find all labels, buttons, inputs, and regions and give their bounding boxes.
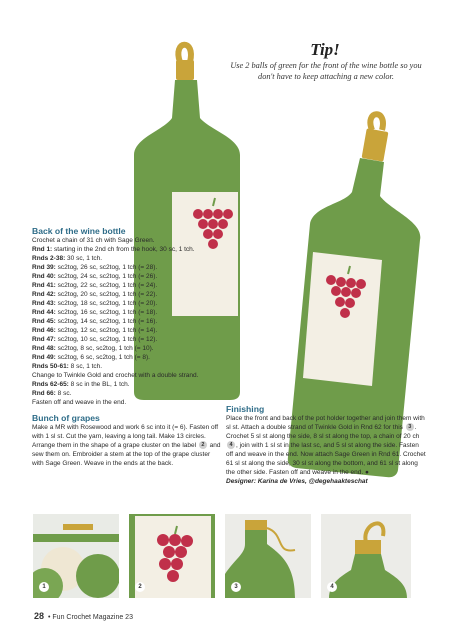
designer-credit: Designer: Karina de Vries, @degehaakteschat <box>226 478 368 485</box>
round-list <box>32 245 222 371</box>
photo-number: 3 <box>231 582 241 592</box>
round-row: Rnd 40: sc2tog, 24 sc, sc2tog, 1 tch (= 26). <box>32 273 158 280</box>
section-heading-finishing: Finishing <box>226 404 265 414</box>
bottle-cap-2 <box>362 128 389 161</box>
round-row: Rnd 43: sc2tog, 18 sc, sc2tog, 1 tch (= 20). <box>32 300 158 307</box>
back-intro: Crochet a chain of 31 ch with Sage Green. <box>32 237 155 244</box>
magazine-name: • Fun Crochet Magazine 23 <box>48 614 133 621</box>
round-row: Rnd 49: sc2tog, 6 sc, sc2tog, 1 tch (= 8). <box>32 354 150 361</box>
step-badge: 3 <box>406 423 414 431</box>
bottle-cap <box>176 60 194 80</box>
round-row: Rnds 62-65: 8 sc in the BL, 1 tch. <box>32 381 130 388</box>
bottle-label-2 <box>303 252 382 386</box>
fasten-note: Fasten off and weave in the end. <box>32 399 127 406</box>
round-row: Rnd 46: sc2tog, 12 sc, sc2tog, 1 tch (= 14). <box>32 327 158 334</box>
photo-number: 2 <box>135 582 145 592</box>
round-row: Rnds 2-38: 30 sc, 1 tch. <box>32 255 103 262</box>
step-photo-3 <box>225 514 311 598</box>
step-photo-2 <box>129 514 215 598</box>
pattern-back-section <box>32 227 222 468</box>
round-row: Rnd 45: sc2tog, 14 sc, sc2tog, 1 tch (= 16). <box>32 318 158 325</box>
step-photo-1 <box>33 514 119 598</box>
finishing-text: Place the front and back of the pot holder together and join them with sl st. Attach a double strand of Twinkle Gold in Rnd 62 for this 3 . Crochet 5 sl st along the side, 8 sl st along the top, a chain of 20 ch 4 , join with 1 sl st in the last sc, and 5 sl st along the side. Fasten off and weave in the end. Now attach Sage Green in Rnd 61. Crochet 61 sl st along the side, 30 sl st along the bottom, and 61 sl st along the other side. Fasten off and weave in the end. ● <box>226 415 426 476</box>
page-number: 28 <box>34 611 45 621</box>
step-badge: 4 <box>227 441 235 449</box>
round-row: Rnd 1: starting in the 2nd ch from the hook, 30 sc, 1 tch. <box>32 246 195 253</box>
step-photo-4 <box>321 514 411 598</box>
round-row: Rnd 39: sc2tog, 26 sc, sc2tog, 1 tch (= 28). <box>32 264 158 271</box>
round-row: Rnd 48: sc2tog, 8 sc, sc2tog, 1 tch (= 10). <box>32 345 154 352</box>
hanging-loop <box>178 45 191 62</box>
photo-number: 4 <box>327 582 337 592</box>
section-heading-back: Back of the wine bottle <box>32 226 126 236</box>
step-badge: 2 <box>199 441 207 449</box>
round-row: Rnds 50-61: 8 sc, 1 tch. <box>32 363 103 370</box>
finishing-section <box>226 405 426 486</box>
tip-body: Use 2 balls of green for the front of the wine bottle so you don't have to keep attaching a new color. <box>230 61 422 81</box>
round-row: Rnd 41: sc2tog, 22 sc, sc2tog, 1 tch (= 24). <box>32 282 158 289</box>
round-row: Rnd 44: sc2tog, 16 sc, sc2tog, 1 tch (= 18). <box>32 309 158 316</box>
photo-number: 1 <box>39 582 49 592</box>
round-row: Rnd 42: sc2tog, 20 sc, sc2tog, 1 tch (= 22). <box>32 291 158 298</box>
hanging-loop-2 <box>370 114 383 130</box>
round-row: Rnd 47: sc2tog, 10 sc, sc2tog, 1 tch (= 12). <box>32 336 158 343</box>
tip-title: Tip! <box>310 40 340 59</box>
color-change-note: Change to Twinkle Gold and crochet with a double strand. <box>32 372 199 379</box>
page-footer <box>34 611 133 621</box>
round-row: Rnd 66: 8 sc. <box>32 390 72 397</box>
section-heading-grapes: Bunch of grapes <box>32 413 100 423</box>
grapes-text: Make a MR with Rosewood and work 6 sc into it (= 6). Fasten off with 1 sl st. Cut the yarn, leaving a long tail. Make 13 circles. Arrange them in the shape of a grape cluster on the label 2 and sew them on. Embroider a stem at the top of the grape cluster with Sage Green. Weave in the ends at the back. <box>32 424 221 467</box>
